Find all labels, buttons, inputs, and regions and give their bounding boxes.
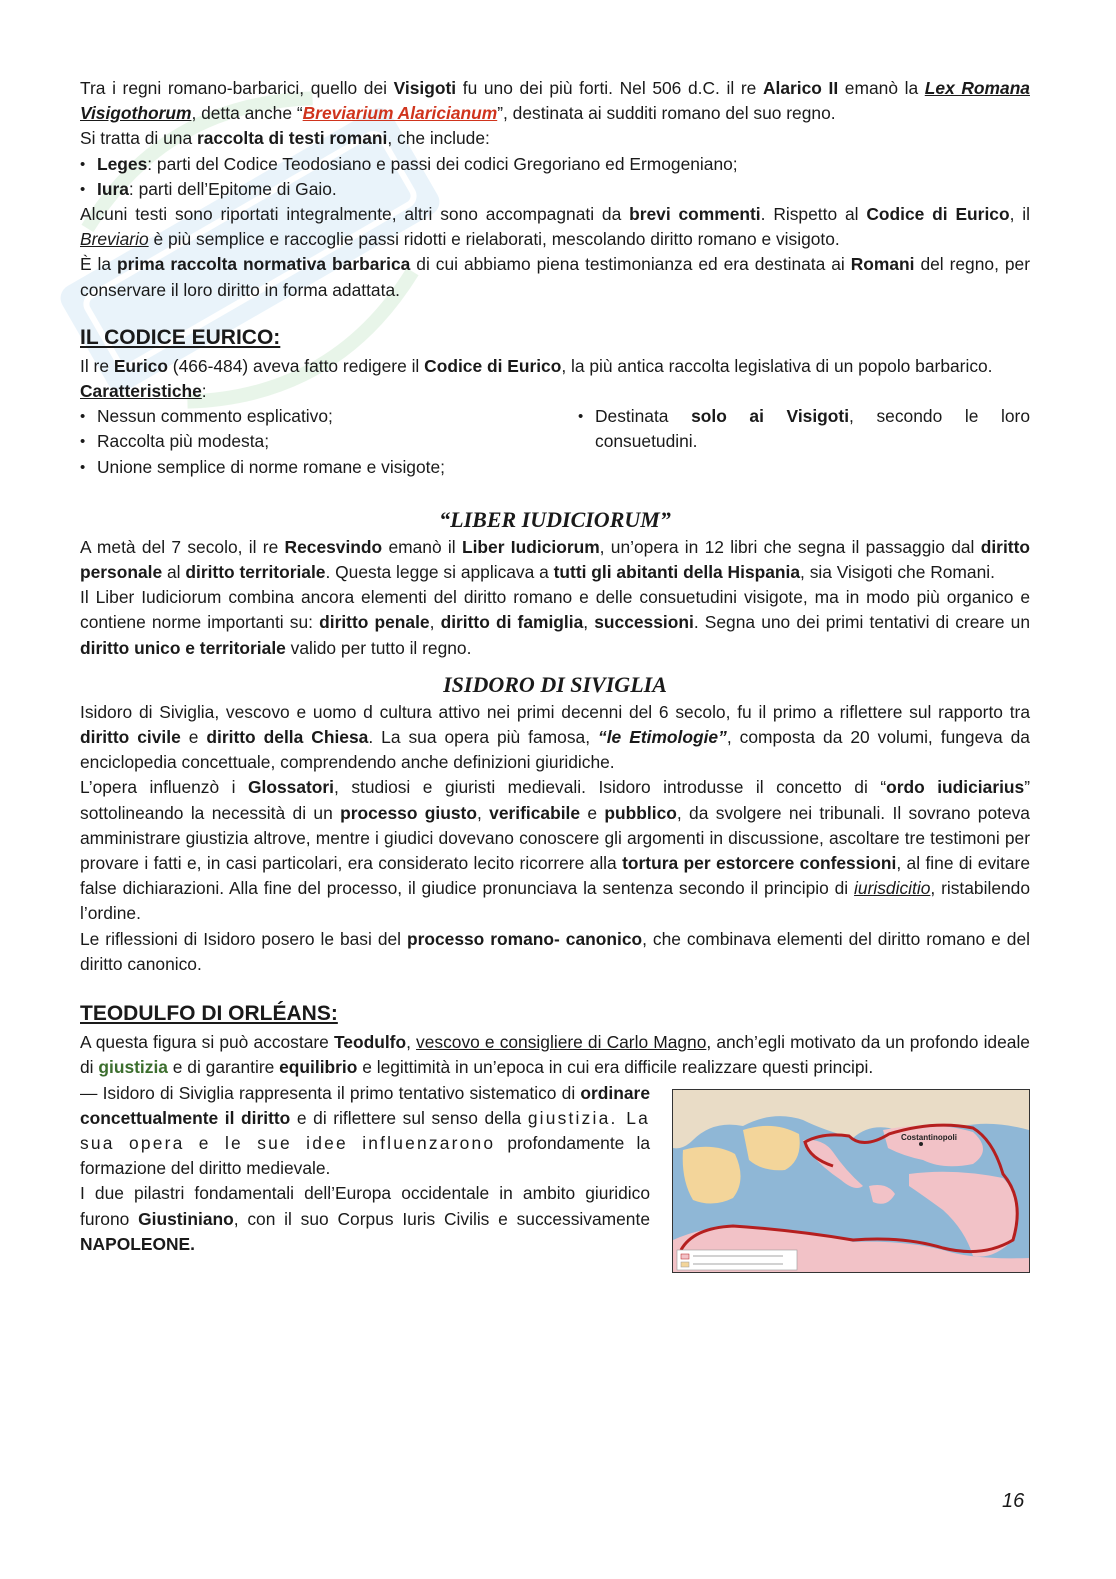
paragraph-isidoro-tentativo: — Isidoro di Siviglia rappresenta il primo tentativo sistematico di ordinare concettualmente il diritto e di riflettere sul senso della giustizia. La sua opera e le sue idee influenzarono profondamente la formazione del diritto medievale. (80, 1082, 651, 1179)
paragraph-commenti: Alcuni testi sono riportati integralmente, altri sono accompagnati da brevi commenti. Rispetto al Codice di Eurico, il Breviario è più semplice e raccoglie passi ridotti e rielaborati, mescolando diritto romano e visigoto. (80, 204, 1030, 250)
closing-text (80, 1081, 650, 1273)
page-number: 16 (1002, 1490, 1025, 1512)
paragraph-isidoro-intro: Isidoro di Siviglia, vescovo e uomo d cultura attivo nei primi decenni del 6 secolo, fu il primo a riflettere sul rapporto tra diritto civile e diritto della Chiesa. La sua opera più famosa, “le Etimologie”, composta da 20 volumi, fungeva da enciclopedia concettuale, comprendendo anche definizioni giuridiche. (80, 701, 1030, 773)
heading-codice-eurico: IL CODICE EURICO: (80, 325, 281, 349)
map-image (672, 1089, 1030, 1273)
lex-romana-link: Lex Romana Visigothorum (80, 78, 1030, 124)
caratteristiche-right (578, 404, 1030, 480)
breviario-link: Breviario (80, 229, 149, 250)
list-item: • Raccolta più modesta; (80, 429, 510, 454)
map-label-city: Costantinopoli (901, 1132, 957, 1142)
caratteristiche-columns (80, 404, 1030, 480)
paragraph-pilastri: I due pilastri fondamentali dell’Europa occidentale in ambito giuridico furono Giustiniano, con il suo Corpus Iuris Civilis e successivamente NAPOLEONE. (80, 1183, 650, 1254)
paragraph-liber-contenuti: Il Liber Iudiciorum combina ancora elementi del diritto romano e delle consuetudini visigote, ma in modo più organico e contiene norme importanti su: diritto penale, diritto di famiglia, successioni. Segna uno dei primi tentativi di creare un diritto unico e territoriale valido per tutto il regno. (80, 587, 1030, 658)
heading-liber-iudiciorum: “LIBER IUDICIORUM” (439, 506, 671, 532)
heading-teodulfo: TEODULFO DI ORLÉANS: (80, 1002, 338, 1026)
caratteristiche-label: Caratteristiche: (80, 381, 207, 402)
caratteristiche-left (80, 404, 510, 480)
paragraph-raccolta: Si tratta di una raccolta di testi romani, che include: (80, 128, 490, 149)
iurisdicitio-link: iurisdicitio (854, 878, 931, 899)
page-content (80, 76, 1030, 1273)
paragraph-teodulfo: A questa figura si può accostare Teodulfo, vescovo e consigliere di Carlo Magno, anch’egli motivato da un profondo ideale di giustizia e di garantire equilibrio e legittimità in un’epoca in cui era difficile realizzare questi principi. (80, 1032, 1030, 1078)
list-item: • Unione semplice di norme romane e visigote; (80, 455, 510, 480)
list-item-leges: • Leges: parti del Codice Teodosiano e passi dei codici Gregoriano ed Ermogeniano; (80, 152, 1030, 177)
closing-section (80, 1081, 1030, 1273)
paragraph-prima-raccolta: È la prima raccolta normativa barbarica di cui abbiamo piena testimonianza ed era destinata ai Romani del regno, per conservare il loro diritto in forma adattata. (80, 254, 1030, 300)
heading-isidoro: ISIDORO DI SIVIGLIA (443, 671, 667, 697)
paragraph-visigoti: Tra i regni romano-barbarici, quello dei Visigoti fu uno dei più forti. Nel 506 d.C. il re Alarico II emanò la Lex Romana Visigothorum, detta anche “Breviarium Alaricianum”, destinata ai sudditi romano del suo regno. (80, 78, 1030, 124)
list-item: • Destinata solo ai Visigoti, secondo le loro consuetudini. (578, 404, 1030, 454)
list-item-iura: • Iura: parti dell’Epitome di Gaio. (80, 177, 1030, 202)
paragraph-eurico: Il re Eurico (466-484) aveva fatto redigere il Codice di Eurico, la più antica raccolta legislativa di un popolo barbarico. (80, 355, 993, 376)
paragraph-recesvindo: A metà del 7 secolo, il re Recesvindo emanò il Liber Iudiciorum, un’opera in 12 libri che segna il passaggio dal diritto personale al diritto territoriale. Questa legge si applicava a tutti gli abitanti della Hispania, sia Visigoti che Romani. (80, 536, 1030, 583)
carlo-magno-link: vescovo e consigliere di Carlo Magno (416, 1032, 707, 1053)
paragraph-isidoro-processo: L’opera influenzò i Glossatori, studiosi e giuristi medievali. Isidoro introdusse il concetto di “ordo iudiciarius” sottolineando la necessità di un processo giusto, verificabile e pubblico, da svolgere nei tribunali. Il sovrano poteva amministrare giustizia altrove, mentre i giudici dovevano conoscere gli argomenti in discussione, ascoltare tre testimoni per provare i fatti e, in casi particolari, era considerato lecito ricorrere alla tortura per estorcere confessioni, al fine di evitare false dichiarazioni. Alla fine del processo, il giudice pronunciava la sentenza secondo il principio di iurisdicitio, ristabilendo l’ordine. (80, 777, 1031, 924)
paragraph-isidoro-basi: Le riflessioni di Isidoro posero le basi del processo romano- canonico, che combinava elementi del diritto romano e del diritto canonico. (80, 928, 1030, 974)
breviarium-link: Breviarium Alaricianum (302, 103, 498, 124)
list-item: • Nessun commento esplicativo; (80, 404, 510, 429)
